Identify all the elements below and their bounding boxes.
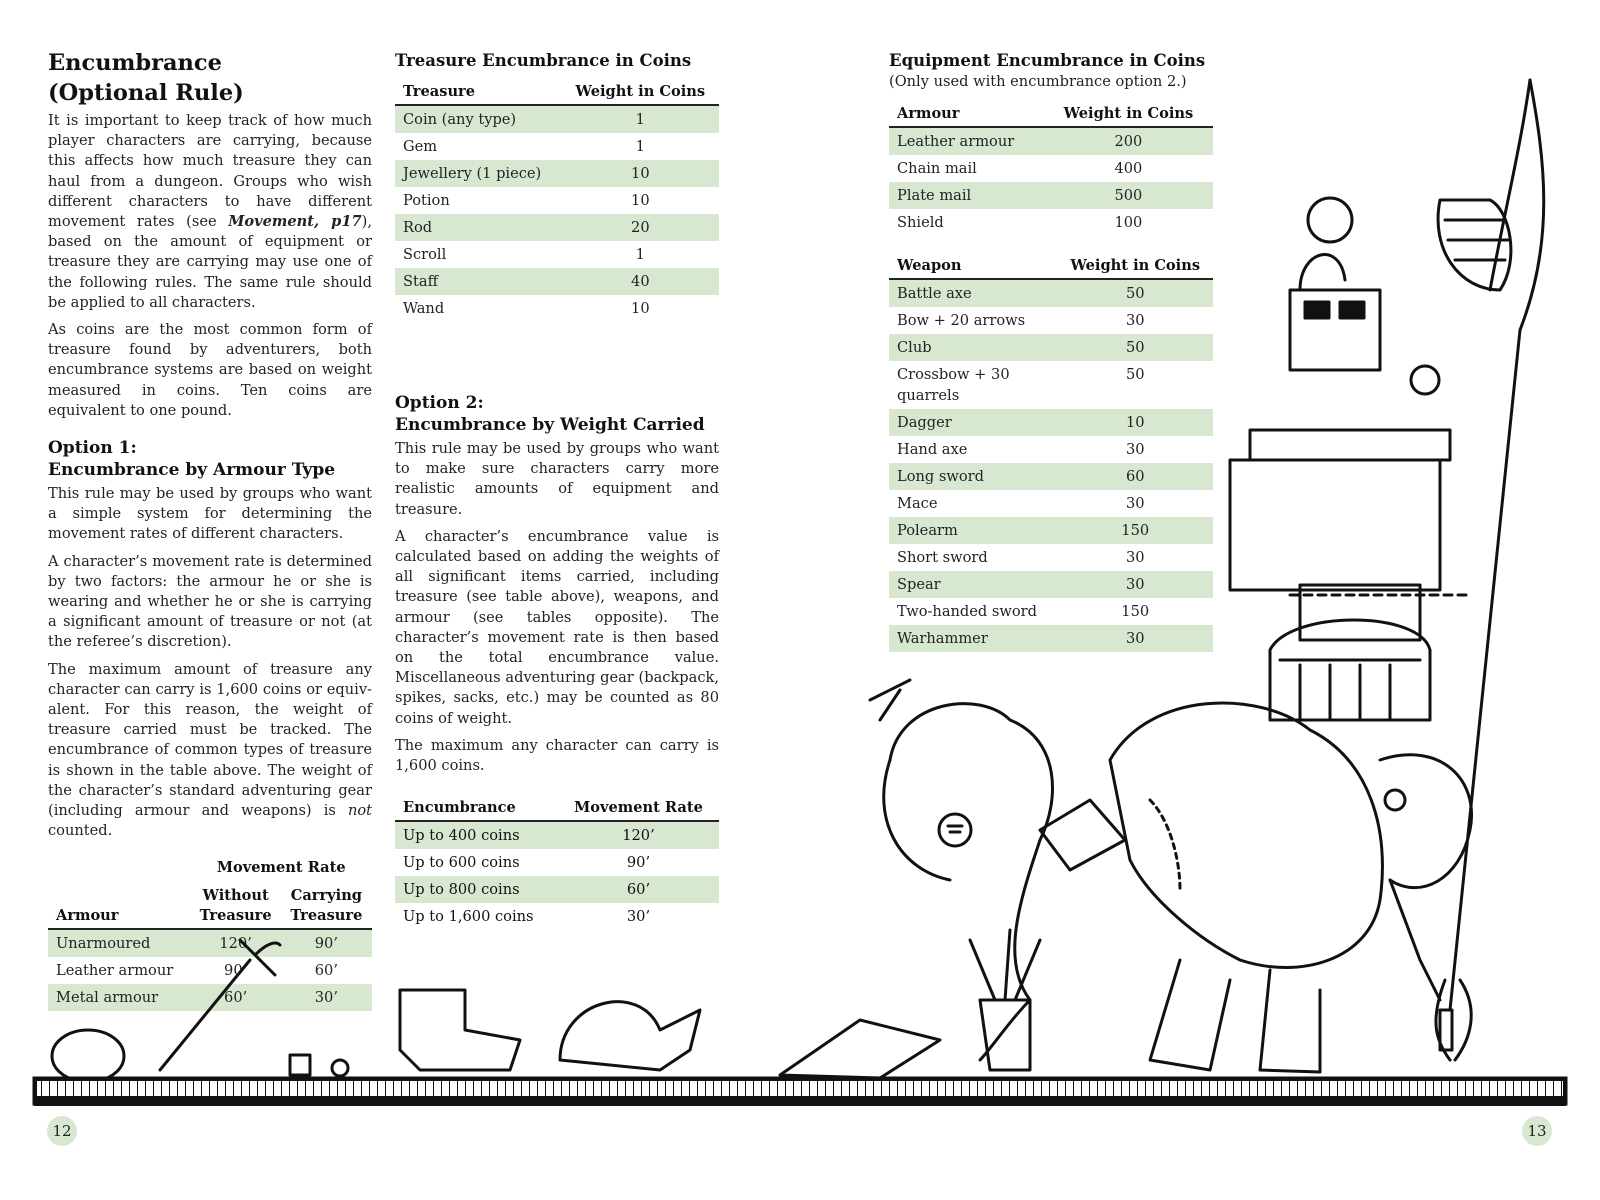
cell-weight: 150 (1057, 517, 1213, 544)
cell-weight: 50 (1057, 361, 1213, 409)
cell-weight: 1 (562, 133, 719, 160)
col-header-movement-rate: Movement Rate (558, 796, 719, 821)
cell-carrying-treasure: 90’ (281, 929, 372, 957)
col-header-armour: Armour (889, 102, 1044, 127)
cell-treasure: Gem (395, 133, 562, 160)
cell-armour: Metal armour (48, 984, 191, 1011)
intro-p1-text-a: It is important to keep track of how much player characters are carrying, because this affects how much treasure they can haul from a dungeon. Groups who wish different characters to have different movement rates (see (48, 112, 372, 231)
movement-rate-group-header: Movement Rate (216, 858, 346, 876)
cell-weapon: Warhammer (889, 625, 1057, 652)
cell-movement-rate: 120’ (558, 821, 719, 849)
cell-without-treasure: 60’ (191, 984, 281, 1011)
cell-weapon: Two-handed sword (889, 598, 1057, 625)
cell-weight: 30 (1057, 571, 1213, 598)
cell-encumbrance: Up to 600 coins (395, 849, 558, 876)
cell-armour: Leather armour (889, 127, 1044, 155)
cell-weight: 40 (562, 268, 719, 295)
cell-without-treasure: 90’ (191, 957, 281, 984)
cell-weapon: Polearm (889, 517, 1057, 544)
cell-weight: 30 (1057, 544, 1213, 571)
option1-p3-emphasis: not (347, 802, 372, 820)
cell-weight: 20 (562, 214, 719, 241)
option2-paragraph-3: The maximum any character can carry is 1,600 coins. (395, 736, 719, 775)
option1-p3-text-b: counted. (48, 822, 113, 840)
cell-weapon: Bow + 20 arrows (889, 307, 1057, 334)
cell-weight: 200 (1044, 127, 1213, 155)
cell-weight: 30 (1057, 490, 1213, 517)
col-header-armour: Armour (48, 884, 191, 929)
option2-paragraph-1: This rule may be used by groups who want to make sure characters carry more realistic amounts of equipment and treasure. (395, 440, 719, 518)
cell-weight: 500 (1044, 182, 1213, 209)
cell-movement-rate: 60’ (558, 876, 719, 903)
cell-weight: 50 (1057, 279, 1213, 307)
cell-weapon: Hand axe (889, 436, 1057, 463)
option1-paragraph-1: This rule may be used by groups who want a simple system for determining the movement rates of different characters. (48, 485, 372, 543)
cell-without-treasure: 120’ (191, 929, 281, 957)
page-number-right: 13 (1522, 1116, 1552, 1146)
col-header-encumbrance: Encumbrance (395, 796, 558, 821)
option2-paragraph-2: A character’s encumbrance value is calculated based on adding the weights of all significant items carried, including treasure (see table above), weapons, and armour (see tables opposite). The character’s movement rate is then based on the total encumbrance value. Miscellaneous adventuring gear (backpack, spikes, sacks, etc.) may be counted as 80 coins of weight. (395, 527, 719, 727)
cell-treasure: Rod (395, 214, 562, 241)
col-header-weight: Weight in Coins (1057, 254, 1213, 279)
cell-armour: Unarmoured (48, 929, 191, 957)
cell-weight: 150 (1057, 598, 1213, 625)
title-line-1: Encumbrance (48, 50, 222, 76)
cell-carrying-treasure: 30’ (281, 984, 372, 1011)
cell-treasure: Jewellery (1 piece) (395, 160, 562, 187)
cell-weapon: Short sword (889, 544, 1057, 571)
cell-weapon: Spear (889, 571, 1057, 598)
equipment-table-title: Equipment Encumbrance in Coins (889, 51, 1206, 70)
option1-heading-line-1: Option 1: (48, 438, 137, 459)
cell-encumbrance: Up to 1,600 coins (395, 903, 558, 930)
option1-p3-text-a: The maximum amount of treasure any character can carry is 1,600 coins or equivalent. For this reason, the weight of treasure carried must be tracked. The encumbrance of common types of treasure is shown in the table above. The weight of the character’s standard adventuring gear (including armour and weapons) is (48, 660, 372, 820)
option1-heading-line-2: Encumbrance by Armour Type (48, 460, 336, 481)
cell-treasure: Scroll (395, 241, 562, 268)
cell-weapon: Dagger (889, 409, 1057, 436)
col-header-treasure: Treasure (395, 80, 562, 105)
intro-paragraph-2: As coins are the most common form of treasure found by adventurers, both encumbrance systems are based on weight measured in coins. Ten coins are equivalent to one pound. (48, 321, 372, 419)
cell-encumbrance: Up to 800 coins (395, 876, 558, 903)
cell-weapon: Club (889, 334, 1057, 361)
cell-weight: 100 (1044, 209, 1213, 236)
col-header-weapon: Weapon (889, 254, 1057, 279)
cell-weight: 400 (1044, 155, 1213, 182)
intro-p1-text-b: ), based on the amount of equipment or treasure they are carrying may use one of the following rules. The same rule should be applied to all characters. (48, 213, 372, 311)
cell-treasure: Coin (any type) (395, 105, 562, 133)
cell-encumbrance: Up to 400 coins (395, 821, 558, 849)
cell-weight: 10 (562, 160, 719, 187)
cell-weapon: Long sword (889, 463, 1057, 490)
cell-weight: 10 (1057, 409, 1213, 436)
cell-armour: Shield (889, 209, 1044, 236)
cell-weight: 50 (1057, 334, 1213, 361)
cell-weight: 10 (562, 187, 719, 214)
cell-weight: 30 (1057, 307, 1213, 334)
col-header-carrying-treasure: Carrying Treasure (281, 884, 372, 929)
cell-weight: 60 (1057, 463, 1213, 490)
cell-weapon: Battle axe (889, 279, 1057, 307)
cell-armour: Leather armour (48, 957, 191, 984)
option1-paragraph-2: A character’s movement rate is determined by two factors: the armour he or she is wearing and whether he or she is carrying a significant amount of treasure or not (at the referee’s discretion). (48, 552, 372, 651)
option2-heading-line-2: Encumbrance by Weight Carried (395, 415, 705, 435)
cell-treasure: Staff (395, 268, 562, 295)
cell-carrying-treasure: 60’ (281, 957, 372, 984)
cell-weapon: Mace (889, 490, 1057, 517)
cell-movement-rate: 30’ (558, 903, 719, 930)
cell-weight: 1 (562, 105, 719, 133)
cell-treasure: Wand (395, 295, 562, 322)
cell-weight: 30 (1057, 625, 1213, 652)
col-header-weight: Weight in Coins (1044, 102, 1213, 127)
cell-weapon: Crossbow + 30 quarrels (889, 361, 1057, 409)
movement-reference: Movement, p17 (228, 213, 362, 231)
shelf-illustration (34, 1078, 1566, 1102)
equipment-table-subtitle: (Only used with encumbrance option 2.) (889, 73, 1187, 90)
cell-weight: 10 (562, 295, 719, 322)
page-number-left: 12 (47, 1116, 77, 1146)
cell-treasure: Potion (395, 187, 562, 214)
col-header-weight: Weight in Coins (562, 80, 719, 105)
col-header-without-treasure: Without Treasure (191, 884, 281, 929)
treasure-table-title: Treasure Encumbrance in Coins (395, 51, 692, 70)
cell-weight: 30 (1057, 436, 1213, 463)
title-line-2: (Optional Rule) (48, 80, 244, 106)
option2-heading-line-1: Option 2: (395, 393, 484, 413)
cell-movement-rate: 90’ (558, 849, 719, 876)
cell-weight: 1 (562, 241, 719, 268)
cell-armour: Chain mail (889, 155, 1044, 182)
cell-armour: Plate mail (889, 182, 1044, 209)
